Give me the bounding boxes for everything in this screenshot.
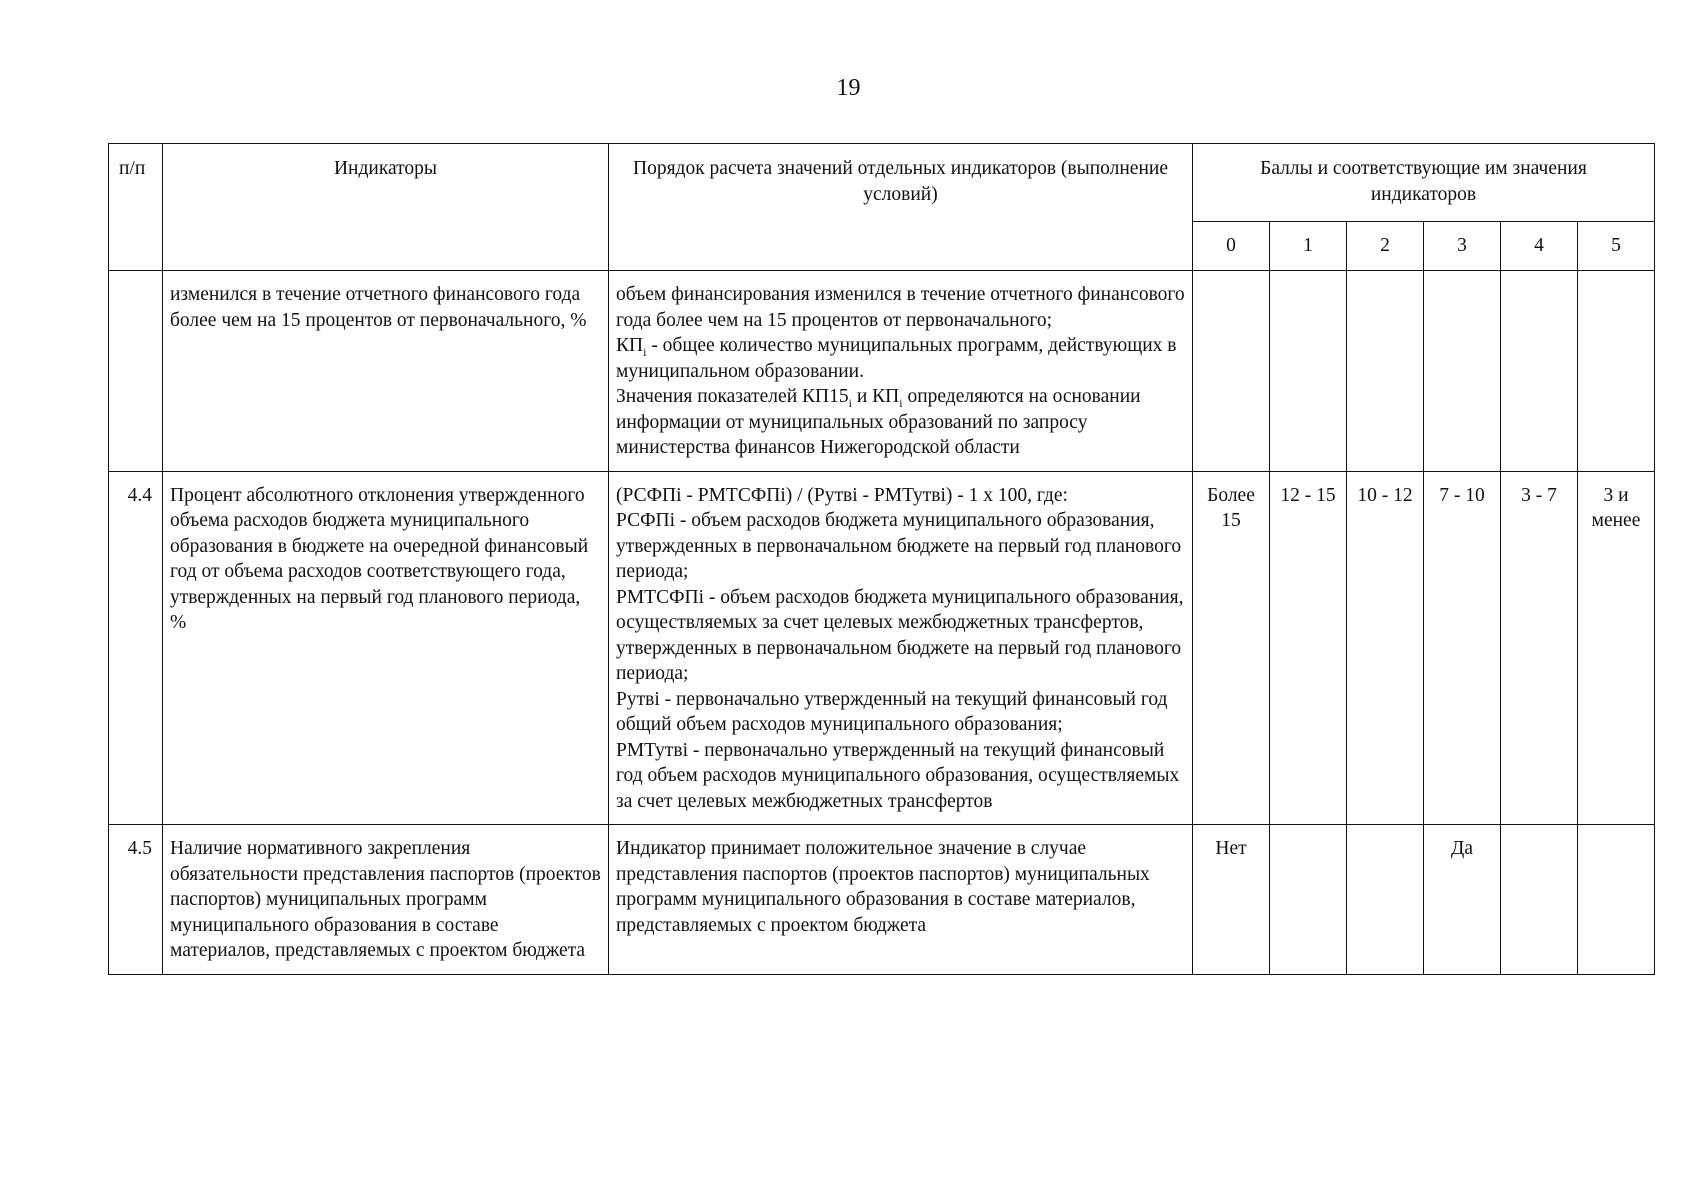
calc-subscript: i — [848, 395, 852, 410]
header-indicators: Индикаторы — [163, 144, 609, 271]
row-calc: Индикатор принимает положительное значение в случае представления паспортов (проектов паспортов) муниципальных программ муниципального образования в составе материалов, представляемых с проектом бюджета — [609, 825, 1193, 975]
row-score-0: Более 15 — [1193, 471, 1270, 825]
row-score-3: 7 - 10 — [1424, 471, 1501, 825]
score-level-4: 4 — [1501, 222, 1578, 271]
calc-text: объем финансирования изменился в течение отчетного финансового года более чем на 15 процентов от первоначального; — [616, 284, 1185, 331]
header-scores: Баллы и соответствующие им значения индикаторов — [1193, 144, 1655, 222]
row-score-1 — [1270, 271, 1347, 472]
row-score-5 — [1578, 271, 1655, 472]
calc-text: и КП — [851, 386, 900, 407]
row-score-4 — [1501, 825, 1578, 975]
calc-text: Значения показателей КП15 — [616, 386, 849, 407]
score-level-3: 3 — [1424, 222, 1501, 271]
row-num: 4.5 — [109, 825, 163, 975]
row-score-3 — [1424, 271, 1501, 472]
row-score-0 — [1193, 271, 1270, 472]
calc-text: КП — [616, 335, 644, 356]
row-num — [109, 271, 163, 472]
calc-subscript: i — [899, 395, 903, 410]
row-calc: (РСФПi - РМТСФПi) / (Рутвi - РМТутвi) - 1 x 100, где: РСФПi - объем расходов бюджета муниципального образования, утвержденных в первоначальном бюджете на первый год планового периода; РМТСФПi - объем расходов бюджета муниципального образования, осуществляемых за счет целевых межбюджетных трансфертов, утвержденных в первоначальном бюджете на первый год планового периода; Рутвi - первоначально утвержденный на текущий финансовый год общий объем расходов муниципального образования; РМТутвi - первоначально утвержденный на текущий финансовый год объем расходов муниципального образования, осуществляемых за счет целевых межбюджетных трансфертов — [609, 471, 1193, 825]
row-score-1: 12 - 15 — [1270, 471, 1347, 825]
row-num: 4.4 — [109, 471, 163, 825]
row-indicator: Наличие нормативного закрепления обязательности представления паспортов (проектов паспортов) муниципальных программ муниципального образования в составе материалов, представляемых с проектом бюджета — [163, 825, 609, 975]
row-calc — [609, 271, 1193, 472]
row-score-4 — [1501, 271, 1578, 472]
header-calc: Порядок расчета значений отдельных индикаторов (выполнение условий) — [609, 144, 1193, 271]
row-score-0: Нет — [1193, 825, 1270, 975]
score-level-5: 5 — [1578, 222, 1655, 271]
row-score-1 — [1270, 825, 1347, 975]
row-score-3: Да — [1424, 825, 1501, 975]
page-number: 19 — [836, 75, 861, 101]
calc-text: - общее количество муниципальных программ, действующих в муниципальном образовании. — [616, 335, 1177, 382]
row-indicator: Процент абсолютного отклонения утвержденного объема расходов бюджета муниципального образования в бюджете на очередной финансовый год от объема расходов соответствующего года, утвержденных на первый год планового периода, % — [163, 471, 609, 825]
row-score-2 — [1347, 825, 1424, 975]
calc-subscript: i — [643, 344, 647, 359]
row-score-2 — [1347, 271, 1424, 472]
indicators-table — [108, 143, 1655, 975]
table-row — [109, 471, 1655, 825]
row-score-2: 10 - 12 — [1347, 471, 1424, 825]
row-score-5 — [1578, 825, 1655, 975]
calc-text: определяются на основании информации от муниципальных образований по запросу министерства финансов Нижегородской области — [616, 386, 1141, 458]
score-level-2: 2 — [1347, 222, 1424, 271]
row-score-4: 3 - 7 — [1501, 471, 1578, 825]
score-level-1: 1 — [1270, 222, 1347, 271]
row-score-5: 3 и менее — [1578, 471, 1655, 825]
header-num: п/п — [109, 144, 163, 271]
table-header-row — [109, 144, 1655, 222]
table-row — [109, 271, 1655, 472]
table-row — [109, 825, 1655, 975]
score-level-0: 0 — [1193, 222, 1270, 271]
row-indicator: изменился в течение отчетного финансового года более чем на 15 процентов от первоначального, % — [163, 271, 609, 472]
